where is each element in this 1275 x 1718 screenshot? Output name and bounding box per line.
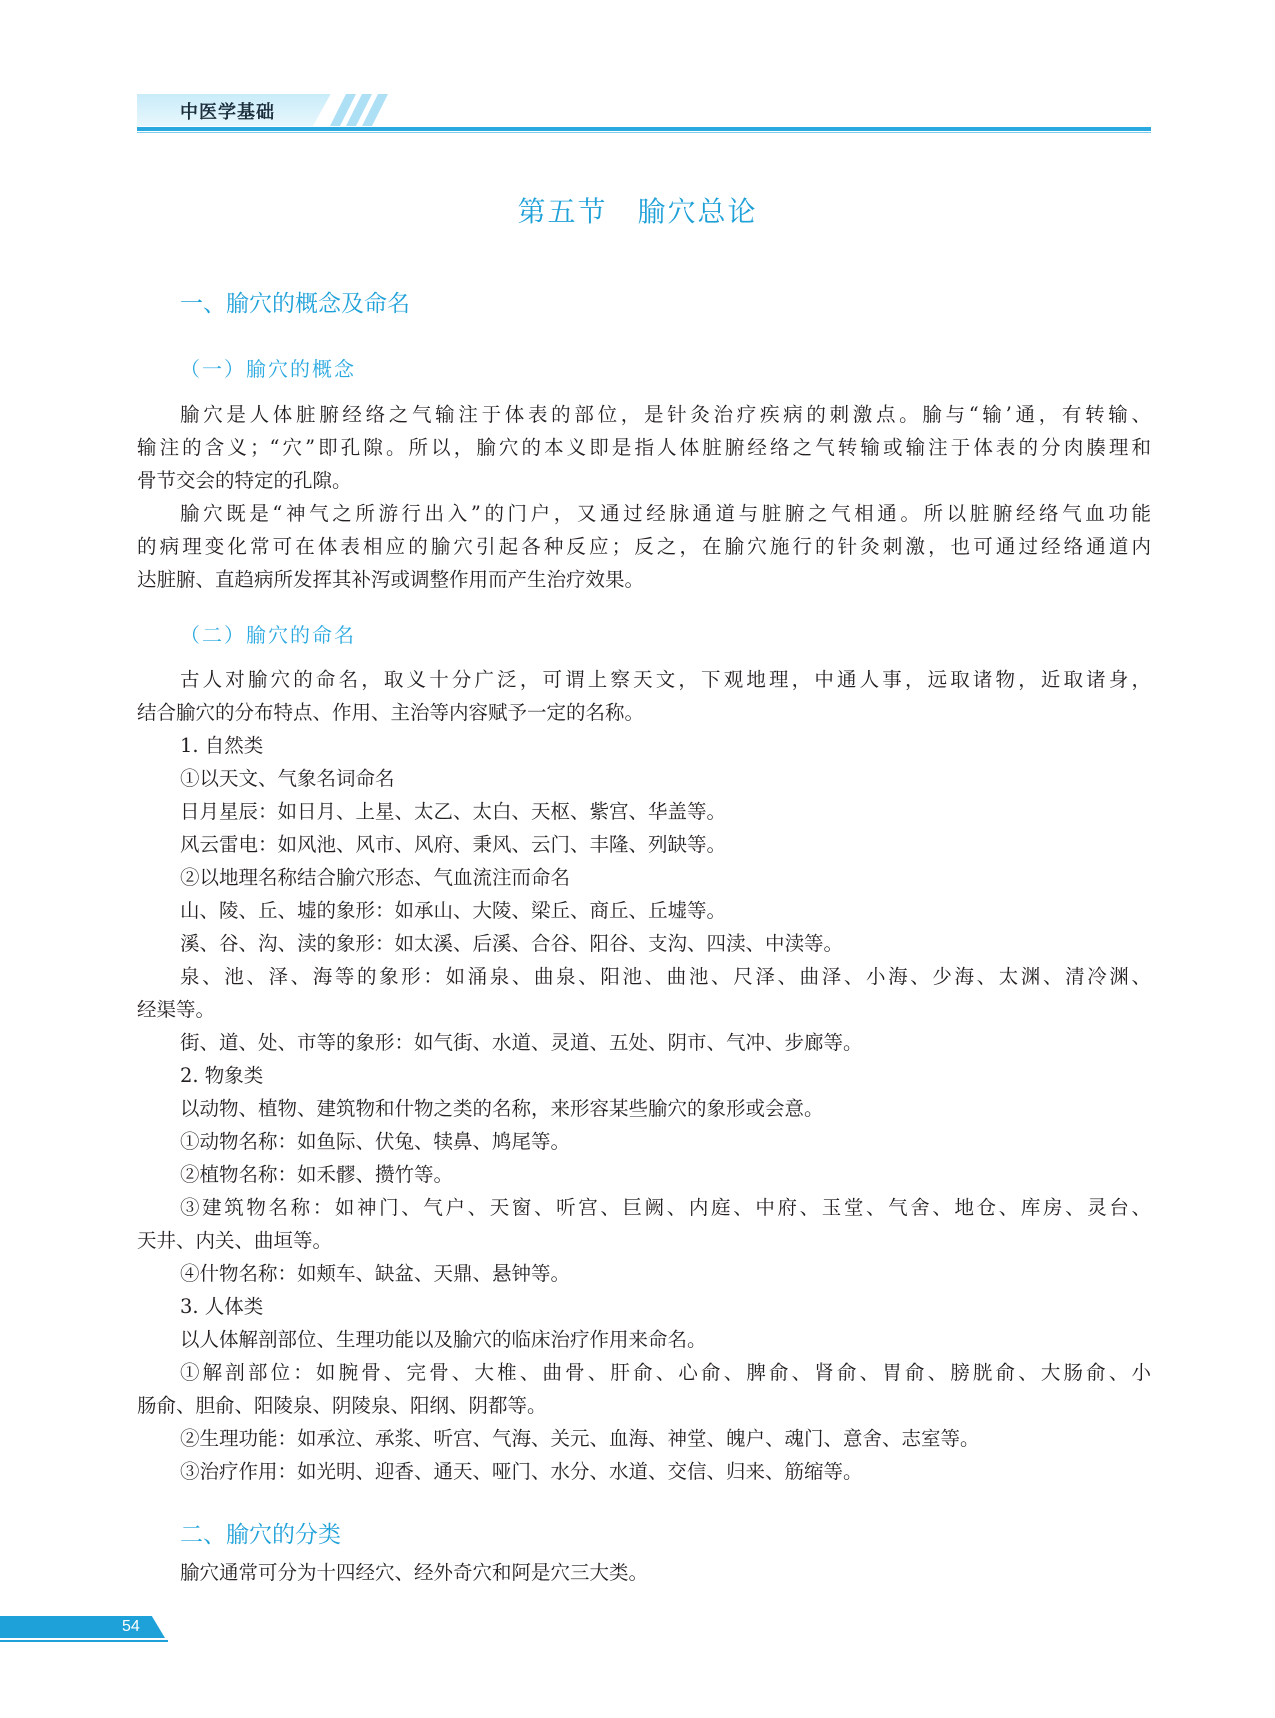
header-stripes-decoration: [328, 94, 398, 126]
text-line: 天井、内关、曲垣等。: [137, 1229, 333, 1252]
text-line: ③建筑物名称：如神门、气户、天窗、听宫、巨阙、内庭、中府、玉堂、气舍、地仓、库房、灵台、: [180, 1196, 1151, 1219]
text-line: 以人体解剖部位、生理功能以及腧穴的临床治疗作用来命名。: [180, 1328, 707, 1351]
text-line: 古人对腧穴的命名，取义十分广泛，可谓上察天文，下观地理，中通人事，远取诸物，近取诸身，: [180, 668, 1151, 691]
text-line: 腧穴通常可分为十四经穴、经外奇穴和阿是穴三大类。: [180, 1561, 649, 1584]
text-line: 泉、池、泽、海等的象形：如涌泉、曲泉、阳池、曲池、尺泽、曲泽、小海、少海、太渊、清冷渊、: [180, 965, 1151, 988]
text-line: ④什物名称：如颊车、缺盆、天鼎、悬钟等。: [180, 1262, 571, 1285]
footer-band: [0, 1616, 165, 1638]
text-line: 日月星辰：如日月、上星、太乙、太白、天枢、紫宫、华盖等。: [180, 800, 727, 823]
text-line: 山、陵、丘、墟的象形：如承山、大陵、梁丘、商丘、丘墟等。: [180, 899, 727, 922]
text-line: 腧穴是人体脏腑经络之气输注于体表的部位，是针灸治疗疾病的刺激点。腧与“输’通，有转输、: [180, 403, 1151, 426]
text-line: 达脏腑、直趋病所发挥其补泻或调整作用而产生治疗效果。: [137, 568, 645, 591]
text-line: ①以天文、气象名词命名: [180, 767, 395, 790]
text-line: ③治疗作用：如光明、迎香、通天、哑门、水分、水道、交信、归来、筋缩等。: [180, 1460, 863, 1483]
text-line: 骨节交会的特定的孔隙。: [137, 469, 352, 492]
classification-paragraph: [137, 1556, 1151, 1589]
text-line: ②生理功能：如承泣、承浆、听宫、气海、关元、血海、神堂、魄户、魂门、意舍、志室等。: [180, 1427, 980, 1450]
category-label: 2. 物象类: [180, 1064, 264, 1087]
concept-paragraphs: [137, 398, 1151, 596]
text-line: 腧穴既是“神气之所游行出入”的门户，又通过经脉通道与脏腑之气相通。所以脏腑经络气血功能: [180, 502, 1151, 525]
footer-rule: [0, 1640, 168, 1642]
text-line: 肠俞、胆俞、阳陵泉、阴陵泉、阳纲、阴都等。: [137, 1394, 547, 1417]
category-label: 1. 自然类: [180, 734, 264, 757]
subheading-concept: （一）腧穴的概念: [180, 357, 356, 381]
header-rule-thin: [137, 132, 1151, 133]
text-line: 以动物、植物、建筑物和什物之类的名称，来形容某些腧穴的象形或会意。: [180, 1097, 824, 1120]
text-line: ②植物名称：如禾髎、攒竹等。: [180, 1163, 454, 1186]
text-line: 结合腧穴的分布特点、作用、主治等内容赋予一定的名称。: [137, 701, 645, 724]
text-line: ②以地理名称结合腧穴形态、气血流注而命名: [180, 866, 571, 889]
heading-concept-naming: 一、腧穴的概念及命名: [180, 291, 410, 317]
text-line: 经渠等。: [137, 998, 216, 1021]
subheading-naming: （二）腧穴的命名: [180, 623, 356, 647]
text-line: 输注的含义；“穴”即孔隙。所以，腧穴的本义即是指人体脏腑经络之气转输或输注于体表的分肉腠理和: [137, 436, 1151, 459]
text-line: 街、道、处、市等的象形：如气街、水道、灵道、五处、阴市、气冲、步廊等。: [180, 1031, 863, 1054]
section-title: 第五节 腧穴总论: [517, 195, 758, 228]
page-number: 54: [122, 1618, 140, 1635]
category-label: 3. 人体类: [180, 1295, 264, 1318]
text-line: 风云雷电：如风池、风市、风府、秉风、云门、丰隆、列缺等。: [180, 833, 727, 856]
text-line: 的病理变化常可在体表相应的腧穴引起各种反应；反之，在腧穴施行的针灸刺激，也可通过经络通道内: [137, 535, 1151, 558]
heading-classification: 二、腧穴的分类: [180, 1522, 341, 1548]
text-line: ①解剖部位：如腕骨、完骨、大椎、曲骨、肝俞、心俞、脾俞、肾俞、胃俞、膀胱俞、大肠俞、小: [180, 1361, 1151, 1384]
book-title: 中医学基础: [180, 102, 275, 123]
text-line: 溪、谷、沟、渎的象形：如太溪、后溪、合谷、阳谷、支沟、四渎、中渎等。: [180, 932, 844, 955]
text-line: ①动物名称：如鱼际、伏兔、犊鼻、鸠尾等。: [180, 1130, 571, 1153]
naming-paragraphs: [137, 663, 1151, 1488]
header-rule: [137, 127, 1151, 131]
